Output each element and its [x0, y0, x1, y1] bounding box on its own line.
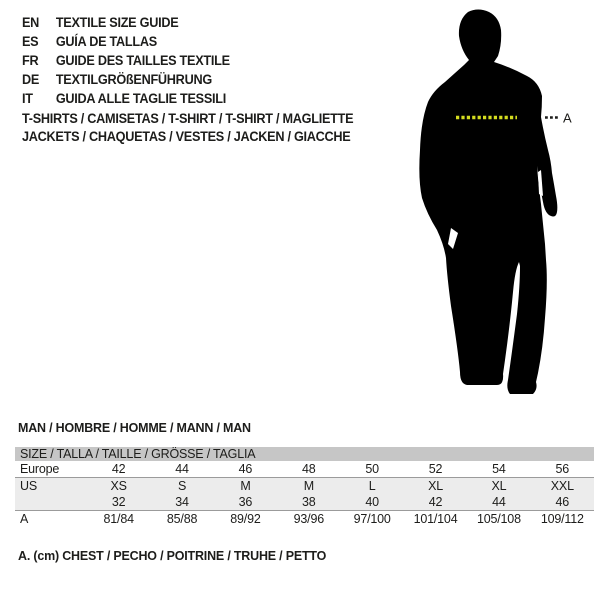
row-label: Europe — [15, 461, 87, 478]
cell: 52 — [404, 461, 467, 478]
section-title-man: MAN / HOMBRE / HOMME / MANN / MAN — [18, 420, 251, 435]
cell: 42 — [87, 461, 150, 478]
cell: 109/112 — [540, 512, 584, 526]
lang-title: TEXTILE SIZE GUIDE — [55, 15, 179, 30]
cell: 97/100 — [353, 512, 391, 526]
lang-row-es — [22, 32, 230, 51]
lang-title: GUIDE DES TAILLES TEXTILE — [55, 53, 230, 68]
cell: M — [214, 478, 277, 495]
cell: 54 — [467, 461, 530, 478]
garment-category-block — [22, 110, 353, 145]
category-tshirts: T-SHIRTS / CAMISETAS / T-SHIRT / T-SHIRT / MAGLIETTE — [22, 111, 354, 126]
cell: 89/92 — [230, 512, 261, 526]
cell: XL — [467, 478, 530, 495]
lang-row-fr — [22, 51, 230, 70]
lang-code: EN — [22, 15, 40, 30]
cell: 44 — [150, 461, 213, 478]
cell: 42 — [404, 494, 467, 511]
man-silhouette-shape — [419, 10, 557, 395]
cell: XS — [87, 478, 150, 495]
language-guide-block — [22, 13, 230, 108]
measure-label-a: A — [563, 110, 572, 126]
cell: 46 — [531, 494, 594, 511]
cell: 44 — [467, 494, 530, 511]
cell: 34 — [150, 494, 213, 511]
cell: 32 — [87, 494, 150, 511]
cell: 101/104 — [413, 512, 458, 526]
cell: 50 — [341, 461, 404, 478]
lang-title: GUÍA DE TALLAS — [55, 34, 157, 49]
size-table-wrap — [15, 447, 594, 527]
table-row-us — [15, 478, 594, 495]
lang-title: GUIDA ALLE TAGLIE TESSILI — [55, 91, 226, 106]
cell: 105/108 — [477, 512, 521, 526]
cell: 48 — [277, 461, 340, 478]
row-label: A — [20, 512, 29, 526]
size-table-header: SIZE / TALLA / TAILLE / GRÖSSE / TAGLIA — [15, 447, 594, 461]
lang-title: TEXTILGRÖßENFÜHRUNG — [55, 72, 212, 87]
lang-row-de — [22, 70, 230, 89]
size-table-header-row — [15, 447, 594, 461]
lang-code: IT — [22, 91, 33, 106]
cell: 85/88 — [166, 512, 198, 526]
cell: XXL — [531, 478, 594, 495]
cell: 93/96 — [293, 512, 324, 526]
cell: 46 — [214, 461, 277, 478]
cell: 36 — [214, 494, 277, 511]
category-jackets: JACKETS / CHAQUETAS / VESTES / JACKEN / GIACCHE — [22, 128, 351, 144]
measurement-legend: A. (cm) CHEST / PECHO / POITRINE / TRUHE / PETTO — [18, 548, 327, 563]
man-silhouette-figure — [415, 8, 585, 398]
lang-code: FR — [22, 53, 39, 68]
cell: S — [150, 478, 213, 495]
lang-code: DE — [22, 72, 40, 87]
size-table — [15, 447, 594, 527]
cell: M — [277, 478, 340, 495]
cell: L — [341, 478, 404, 495]
cell: 40 — [341, 494, 404, 511]
table-row-chest — [15, 511, 594, 528]
lang-row-en — [22, 13, 230, 32]
man-silhouette-svg — [415, 8, 585, 398]
row-label: US — [15, 478, 87, 495]
cell: XL — [404, 478, 467, 495]
row-label — [15, 494, 87, 511]
cell: 81/84 — [103, 512, 134, 526]
lang-row-it — [22, 89, 230, 108]
cell: 38 — [277, 494, 340, 511]
table-row-numeric — [15, 494, 594, 511]
cell: 56 — [531, 461, 594, 478]
lang-code: ES — [22, 34, 39, 49]
table-row-europe — [15, 461, 594, 478]
